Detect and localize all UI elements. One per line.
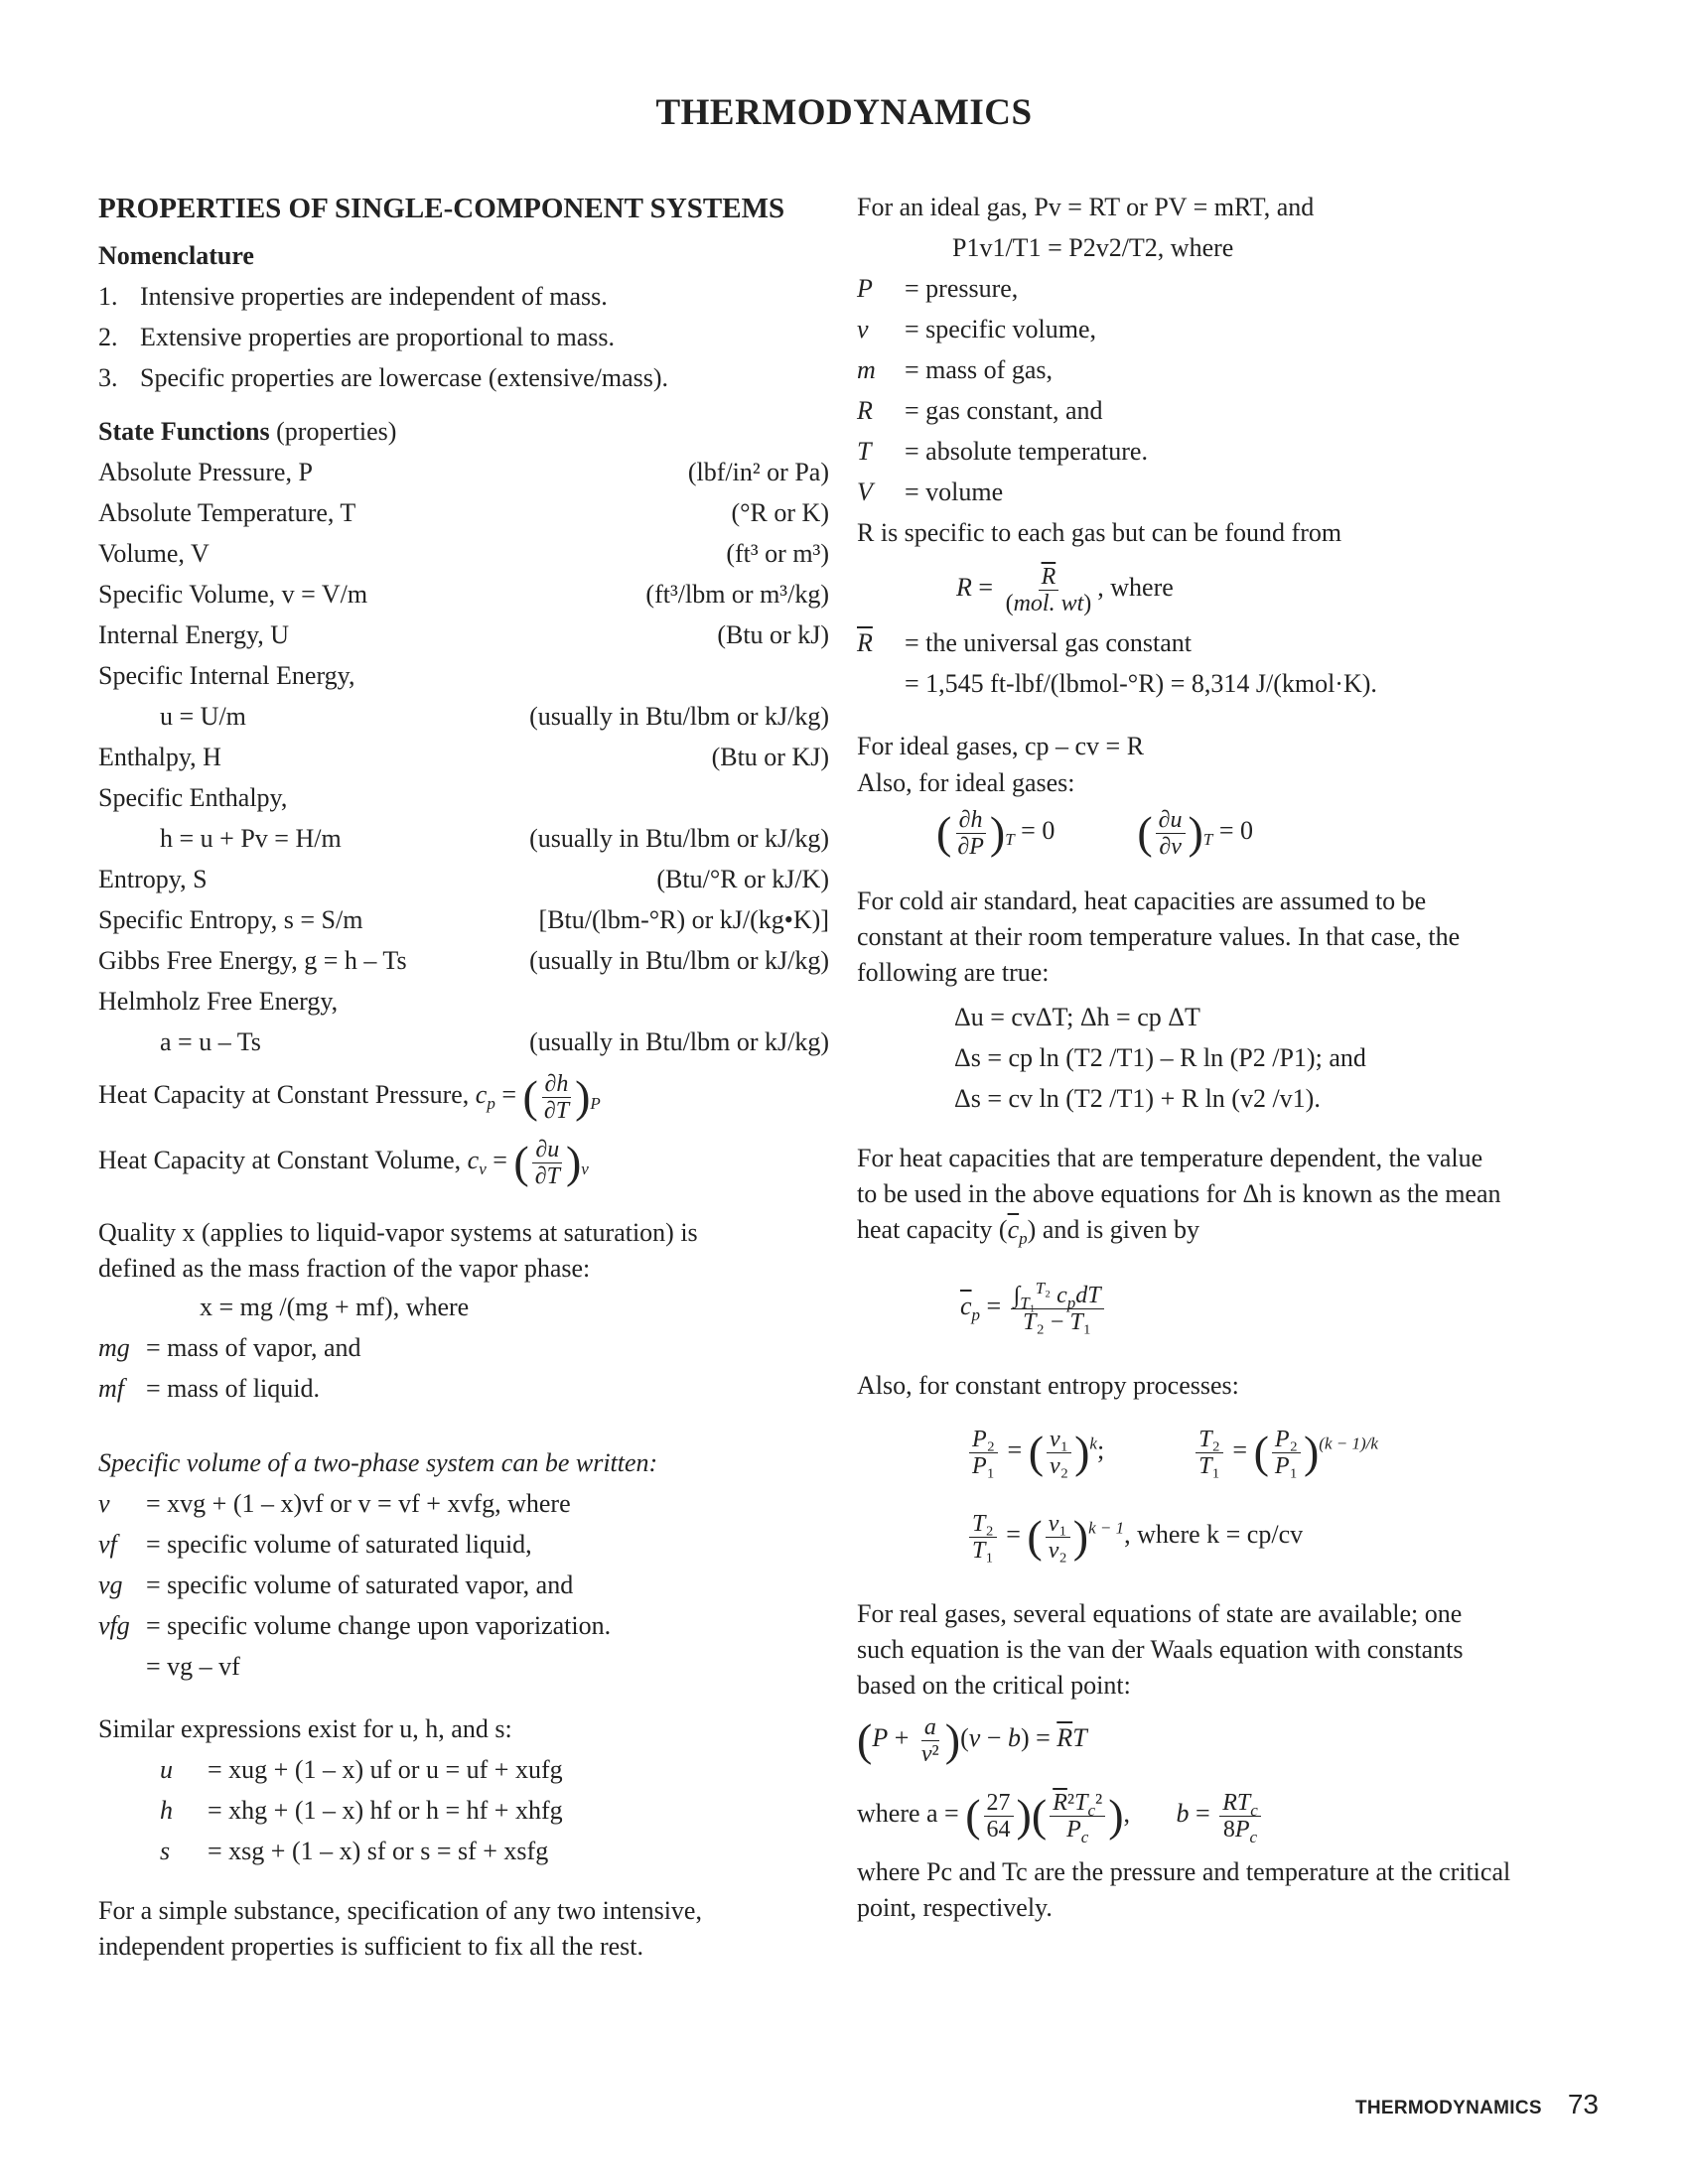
- right-column: [857, 187, 1592, 1926]
- property-row: [98, 655, 829, 696]
- definition-row: $\overline{R}$ = the universal gas constant: [857, 628, 1193, 657]
- property-row: [98, 696, 829, 737]
- cold-air-text: For cold air standard, heat capacities are assumed to be: [857, 887, 1427, 915]
- definition-row: vf = specific volume of saturated liquid,: [98, 1530, 532, 1559]
- real-gas-text: based on the critical point:: [857, 1671, 1131, 1700]
- property-units: (usually in Btu/lbm or kJ/kg): [529, 702, 829, 731]
- property-units: [Btu/(lbm-°R) or kJ/(kg•K)]: [538, 905, 829, 934]
- property-row: [98, 574, 829, 614]
- property-row: [98, 492, 829, 533]
- constant-entropy-text: Also, for constant entropy processes:: [857, 1371, 1239, 1400]
- property-row: [98, 818, 829, 859]
- state-functions-heading: State Functions (properties): [98, 417, 397, 446]
- property-name: Volume, V: [98, 539, 210, 568]
- property-units: (usually in Btu/lbm or kJ/kg): [529, 824, 829, 853]
- property-row: [98, 737, 829, 777]
- equation-row: u = xug + (1 – x) uf or u = uf + xufg: [160, 1755, 563, 1784]
- property-row: [98, 452, 829, 492]
- real-gas-text: For real gases, several equations of state are available; one: [857, 1599, 1463, 1628]
- quality-equation: x = mg /(mg + mf), where: [200, 1293, 470, 1321]
- definition-row: v = xvg + (1 – x)vf or v = vf + xvfg, where: [98, 1489, 571, 1518]
- ideal-gas-intro: For an ideal gas, Pv = RT or PV = mRT, and: [857, 193, 1315, 221]
- r-equation: R = $\frac{\overline{R}}{\text{(mol. wt)}}$ , where: [956, 563, 1174, 616]
- property-units: (Btu or KJ): [711, 743, 829, 771]
- simple-substance-text: independent properties is sufficient to fix all the rest.: [98, 1932, 643, 1961]
- cold-equation: Δs = cv ln (T2 /T1) + R ln (v2 /v1).: [954, 1084, 1321, 1113]
- property-name: Specific Enthalpy,: [98, 783, 288, 812]
- cold-air-text: following are true:: [857, 958, 1050, 987]
- cold-air-text: constant at their room temperature values. In that case, the: [857, 922, 1461, 951]
- property-name: Specific Volume, v = V/m: [98, 580, 368, 609]
- page-number: 73: [1567, 2089, 1599, 2119]
- also-ideal-text: Also, for ideal gases:: [857, 768, 1075, 797]
- quality-text: Quality x (applies to liquid-vapor systems at saturation) is: [98, 1218, 698, 1247]
- equation-row: s = xsg + (1 – x) sf or s = sf + xsfg: [160, 1837, 549, 1865]
- property-row: [98, 981, 829, 1022]
- definition-row: vg = specific volume of saturated vapor, and: [98, 1570, 574, 1599]
- critical-text: where Pc and Tc are the pressure and temperature at the critical: [857, 1857, 1511, 1886]
- isentropic-temperature-relation: $\frac{\text{T₂}}{\text{T₁}}$ = ( $\frac{\text{v₁}}{\text{v₂}}$ )$^{k - 1}$, where k = cp/cv: [857, 1495, 1592, 1574]
- heat-cap-text: For heat capacities that are temperature dependent, the value: [857, 1144, 1483, 1172]
- page-footer: [1350, 2089, 1599, 2120]
- property-name: Entropy, S: [98, 865, 208, 893]
- property-units: (°R or K): [731, 498, 829, 527]
- property-row: [98, 859, 829, 899]
- property-units: (usually in Btu/lbm or kJ/kg): [529, 946, 829, 975]
- real-gas-text: such equation is the van der Waals equation with constants: [857, 1635, 1464, 1664]
- property-name: Helmholz Free Energy,: [98, 987, 339, 1016]
- van-der-waals-constants: where a = ( $\frac{27}{64}$ )( $\frac{\overline{R}^2T_c^2}{P_c}$ ), b = $\frac{RT_c}{8P_c}$: [857, 1773, 1592, 1854]
- property-name: Specific Entropy, s = S/m: [98, 905, 363, 934]
- property-units: (ft³ or m³): [726, 539, 829, 568]
- nomenclature-heading: Nomenclature: [98, 241, 254, 270]
- definition-row: mf = mass of liquid.: [98, 1374, 320, 1403]
- two-phase-intro: Specific volume of a two-phase system can be written:: [98, 1448, 658, 1477]
- cold-equation: Δu = cvΔT; Δh = cp ΔT: [954, 1003, 1200, 1031]
- property-row: [98, 899, 829, 940]
- property-row: [98, 614, 829, 655]
- property-name: Absolute Temperature, T: [98, 498, 356, 527]
- definition-row: R = gas constant, and: [857, 396, 1103, 425]
- definition-row: V = volume: [857, 478, 1004, 506]
- property-row: [98, 533, 829, 574]
- heat-cap-text: to be used in the above equations for Δh is known as the mean: [857, 1179, 1501, 1208]
- property-row: [98, 777, 829, 818]
- cold-equation: Δs = cp ln (T2 /T1) – R ln (P2 /P1); and: [954, 1043, 1366, 1072]
- left-column: [98, 187, 829, 1965]
- properties-list: [98, 452, 829, 1062]
- section-heading: PROPERTIES OF SINGLE-COMPONENT SYSTEMS: [98, 193, 785, 224]
- ideal-cp-cv: For ideal gases, cp – cv = R: [857, 732, 1145, 760]
- property-name: u = U/m: [160, 702, 246, 731]
- ideal-gas-equation: P1v1/T1 = P2v2/T2, where: [952, 233, 1234, 262]
- cv-definition: Heat Capacity at Constant Volume, $c_v$ = ( $\frac{\partial u}{\partial T}$ )$_v$: [98, 1136, 589, 1189]
- definition-row: vfg = specific volume change upon vaporization.: [98, 1611, 612, 1640]
- property-name: Absolute Pressure, P: [98, 458, 313, 486]
- definition-row: P = pressure,: [857, 274, 1019, 303]
- r-specific-text: R is specific to each gas but can be found from: [857, 518, 1342, 547]
- footer-section: THERMODYNAMICS: [1354, 2098, 1542, 2118]
- nomenclature-list: [98, 276, 829, 398]
- definition-row: v = specific volume,: [857, 315, 1096, 343]
- property-name: Enthalpy, H: [98, 743, 221, 771]
- definition-row: m = mass of gas,: [857, 355, 1053, 384]
- list-item: 1. Intensive properties are independent of mass.: [98, 282, 608, 311]
- definition-row: = 1,545 ft-lbf/(lbmol-°R) = 8,314 J/(kmol·K).: [905, 669, 1377, 698]
- property-name: h = u + Pv = H/m: [160, 824, 342, 853]
- property-name: a = u – Ts: [160, 1027, 261, 1056]
- van-der-waals-equation: (P + $\frac{a}{\text{v²}}$ )$(v - b) = \overline{R}T$: [857, 1713, 1087, 1767]
- heat-cap-text: heat capacity $(\overline{c}_p)$ and is given by: [857, 1215, 1199, 1249]
- equation-row: h = xhg + (1 – x) hf or h = hf + xhfg: [160, 1796, 563, 1825]
- definition-row: T = absolute temperature.: [857, 437, 1148, 466]
- page-title: THERMODYNAMICS: [655, 92, 1033, 133]
- property-row: [98, 940, 829, 981]
- property-name: Internal Energy, U: [98, 620, 290, 649]
- ideal-gas-definitions: [857, 268, 1592, 512]
- property-units: (ft³/lbm or m³/kg): [645, 580, 829, 609]
- property-units: (usually in Btu/lbm or kJ/kg): [529, 1027, 829, 1056]
- definition-row: mg = mass of vapor, and: [98, 1333, 361, 1362]
- property-units: (lbf/in² or Pa): [687, 458, 829, 486]
- property-units: (Btu/°R or kJ/K): [656, 865, 829, 893]
- similar-intro: Similar expressions exist for u, h, and s:: [98, 1714, 512, 1743]
- ideal-partials: ( $\frac{\partial h}{\partial P}$ )$_T = 0$ ( $\frac{\partial u}{\partial v}$ )$_T = 0$: [936, 806, 1253, 860]
- simple-substance-text: For a simple substance, specification of any two intensive,: [98, 1896, 702, 1925]
- list-item: 3. Specific properties are lowercase (extensive/mass).: [98, 363, 669, 392]
- cp-definition: Heat Capacity at Constant Pressure, $c_p$ = ( $\frac{\partial h}{\partial T}$ )$_P$: [98, 1070, 601, 1124]
- list-item: 2. Extensive properties are proportional to mass.: [98, 323, 615, 351]
- definition-row: = vg – vf: [146, 1652, 240, 1681]
- property-name: Gibbs Free Energy, g = h – Ts: [98, 946, 407, 975]
- quality-text: defined as the mass fraction of the vapor phase:: [98, 1254, 591, 1283]
- mean-heat-capacity-equation: $\overline{c}_p$ = $\frac{\int_{T_1}^{T_2} c_pdT}{\text{T₂ − T₁}}$: [857, 1248, 1592, 1365]
- property-units: (Btu or kJ): [717, 620, 829, 649]
- property-row: [98, 1022, 829, 1062]
- property-name: Specific Internal Energy,: [98, 661, 355, 690]
- isentropic-relations: $\frac{\text{P₂}}{\text{P₁}}$ = ( $\frac{\text{v₁}}{\text{v₂}}$ )$^k$; $\frac{\text{T₂}}{\text{T₁}}$ = ( $\frac{\text{P₂}}{\text{P₁}}$ )$^{(k - 1)/k}$: [857, 1406, 1592, 1495]
- critical-text: point, respectively.: [857, 1893, 1053, 1922]
